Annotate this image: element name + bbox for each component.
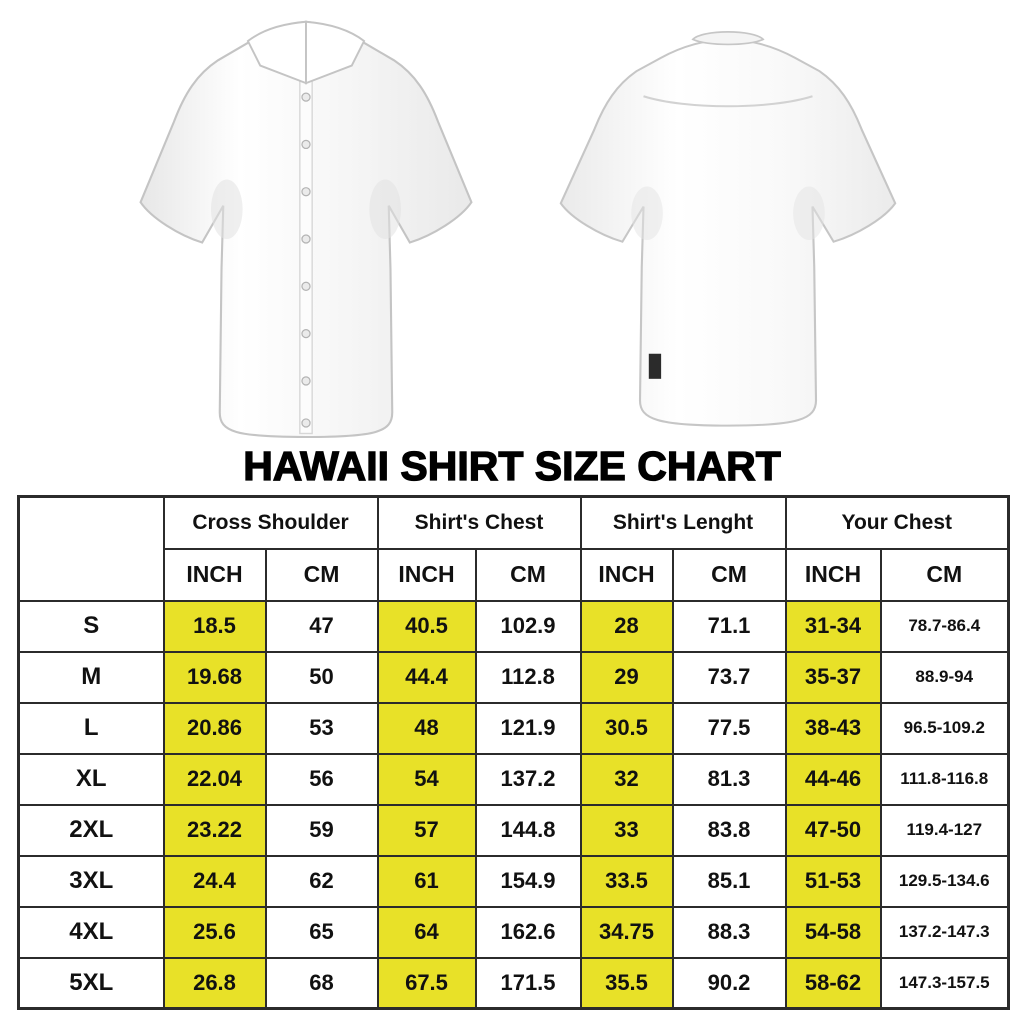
- value-cell: 147.3-157.5: [881, 958, 1009, 1009]
- value-cell: 32: [581, 754, 673, 805]
- corner-cell: [19, 497, 164, 601]
- group-header-cross-shoulder: Cross Shoulder: [164, 497, 378, 549]
- shirt-front-image: [130, 6, 482, 444]
- value-cell: 88.3: [673, 907, 786, 958]
- side-tag: [649, 354, 661, 379]
- unit-header: INCH: [786, 549, 881, 601]
- unit-header: INCH: [164, 549, 266, 601]
- table-row: [19, 805, 1009, 856]
- value-cell: 47: [266, 601, 378, 652]
- value-cell: 102.9: [476, 601, 581, 652]
- size-cell: 3XL: [19, 856, 164, 907]
- table-row: [19, 856, 1009, 907]
- underarm-shadow-left: [211, 179, 243, 239]
- underarm-shadow-right: [369, 179, 401, 239]
- value-cell: 119.4-127: [881, 805, 1009, 856]
- value-cell: 19.68: [164, 652, 266, 703]
- underarm-shadow-left: [631, 187, 663, 241]
- value-cell: 137.2: [476, 754, 581, 805]
- unit-header: CM: [266, 549, 378, 601]
- value-cell: 28: [581, 601, 673, 652]
- underarm-shadow-right: [793, 187, 825, 241]
- value-cell: 58-62: [786, 958, 881, 1009]
- table-row: [19, 958, 1009, 1009]
- value-cell: 50: [266, 652, 378, 703]
- value-cell: 111.8-116.8: [881, 754, 1009, 805]
- value-cell: 23.22: [164, 805, 266, 856]
- value-cell: 171.5: [476, 958, 581, 1009]
- value-cell: 78.7-86.4: [881, 601, 1009, 652]
- size-cell: L: [19, 703, 164, 754]
- value-cell: 81.3: [673, 754, 786, 805]
- unit-header: INCH: [378, 549, 476, 601]
- table-row: [19, 601, 1009, 652]
- value-cell: 59: [266, 805, 378, 856]
- group-header-your-chest: Your Chest: [786, 497, 1009, 549]
- size-cell: 5XL: [19, 958, 164, 1009]
- value-cell: 44.4: [378, 652, 476, 703]
- table-row: [19, 703, 1009, 754]
- value-cell: 90.2: [673, 958, 786, 1009]
- unit-header: CM: [476, 549, 581, 601]
- value-cell: 44-46: [786, 754, 881, 805]
- group-header-row: [19, 497, 1009, 549]
- value-cell: 54: [378, 754, 476, 805]
- value-cell: 34.75: [581, 907, 673, 958]
- size-cell: 4XL: [19, 907, 164, 958]
- value-cell: 154.9: [476, 856, 581, 907]
- shirt-back-image: [552, 16, 904, 434]
- value-cell: 88.9-94: [881, 652, 1009, 703]
- value-cell: 129.5-134.6: [881, 856, 1009, 907]
- group-header-shirts-chest: Shirt's Chest: [378, 497, 581, 549]
- value-cell: 20.86: [164, 703, 266, 754]
- size-cell: XL: [19, 754, 164, 805]
- value-cell: 83.8: [673, 805, 786, 856]
- value-cell: 67.5: [378, 958, 476, 1009]
- value-cell: 24.4: [164, 856, 266, 907]
- value-cell: 22.04: [164, 754, 266, 805]
- value-cell: 30.5: [581, 703, 673, 754]
- size-cell: S: [19, 601, 164, 652]
- value-cell: 96.5-109.2: [881, 703, 1009, 754]
- back-collar-band: [693, 32, 763, 45]
- value-cell: 137.2-147.3: [881, 907, 1009, 958]
- value-cell: 31-34: [786, 601, 881, 652]
- table-row: [19, 907, 1009, 958]
- size-cell: 2XL: [19, 805, 164, 856]
- value-cell: 35-37: [786, 652, 881, 703]
- value-cell: 18.5: [164, 601, 266, 652]
- value-cell: 54-58: [786, 907, 881, 958]
- value-cell: 85.1: [673, 856, 786, 907]
- value-cell: 53: [266, 703, 378, 754]
- value-cell: 40.5: [378, 601, 476, 652]
- value-cell: 48: [378, 703, 476, 754]
- value-cell: 29: [581, 652, 673, 703]
- unit-header: INCH: [581, 549, 673, 601]
- value-cell: 121.9: [476, 703, 581, 754]
- value-cell: 77.5: [673, 703, 786, 754]
- unit-header-row: [19, 549, 1009, 601]
- value-cell: 64: [378, 907, 476, 958]
- value-cell: 144.8: [476, 805, 581, 856]
- table-row: [19, 754, 1009, 805]
- shirt-back-body: [561, 39, 895, 425]
- unit-header: CM: [881, 549, 1009, 601]
- value-cell: 26.8: [164, 958, 266, 1009]
- value-cell: 57: [378, 805, 476, 856]
- value-cell: 162.6: [476, 907, 581, 958]
- value-cell: 73.7: [673, 652, 786, 703]
- size-chart-table: [17, 495, 1010, 1010]
- group-header-shirts-lenght: Shirt's Lenght: [581, 497, 786, 549]
- page-title: HAWAII SHIRT SIZE CHART: [243, 443, 781, 489]
- unit-header: CM: [673, 549, 786, 601]
- value-cell: 56: [266, 754, 378, 805]
- value-cell: 33: [581, 805, 673, 856]
- value-cell: 51-53: [786, 856, 881, 907]
- value-cell: 33.5: [581, 856, 673, 907]
- value-cell: 38-43: [786, 703, 881, 754]
- size-cell: M: [19, 652, 164, 703]
- value-cell: 112.8: [476, 652, 581, 703]
- value-cell: 35.5: [581, 958, 673, 1009]
- table-row: [19, 652, 1009, 703]
- value-cell: 47-50: [786, 805, 881, 856]
- value-cell: 61: [378, 856, 476, 907]
- value-cell: 71.1: [673, 601, 786, 652]
- value-cell: 62: [266, 856, 378, 907]
- value-cell: 68: [266, 958, 378, 1009]
- value-cell: 25.6: [164, 907, 266, 958]
- value-cell: 65: [266, 907, 378, 958]
